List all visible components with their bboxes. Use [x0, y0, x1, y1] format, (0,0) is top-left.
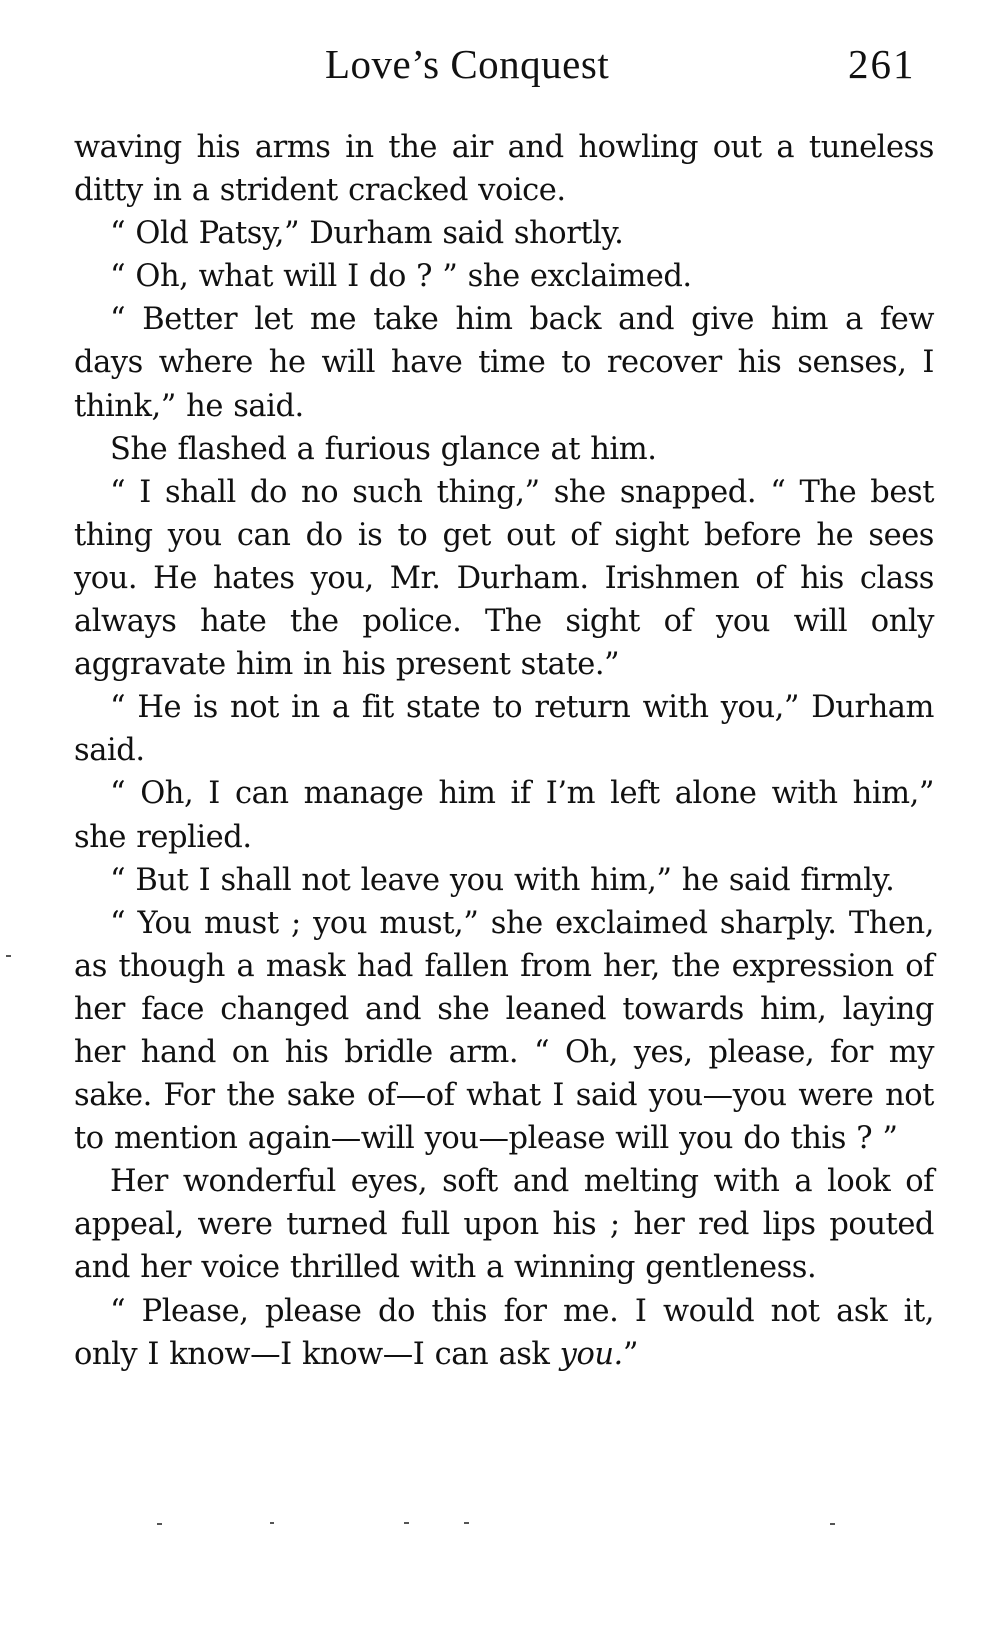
- paragraph: “ You must ; you must,” she exclaimed sharply. Then, as though a mask had fallen from her, the expression of her face changed and she leaned towards him, laying her hand on his bridle arm. “ Oh, yes, please, for my sake. For the sake of—of what I said you—you were not to mention again—will you—please will you do this ? ”: [74, 905, 934, 1157]
- paragraph: “ But I shall not leave you with him,” he said firmly.: [110, 862, 895, 898]
- print-speck: [404, 1522, 409, 1524]
- closing-quote: ”: [622, 1336, 638, 1372]
- body-text: [74, 126, 934, 1376]
- paragraph: “ He is not in a fit state to return with you,” Durham said.: [74, 690, 934, 769]
- print-speck: [270, 1522, 274, 1524]
- book-title: Love’s Conquest: [325, 41, 610, 87]
- paragraph: “ Oh, I can manage him if I’m left alone with him,” she replied.: [74, 776, 934, 855]
- final-paragraph-text: “ Please, please do this for me. I would not ask it, only I know—I know—I can ask: [74, 1293, 934, 1372]
- emphasized-word: you.: [559, 1336, 623, 1372]
- paragraph: “ I shall do no such thing,” she snapped. “ The best thing you can do is to get out of sight before he sees you. He hates you, Mr. Durham. Irishmen of his class always hate the police. The sight of you will only aggravate him in his present state.”: [74, 474, 934, 683]
- final-paragraph: [74, 1290, 934, 1376]
- paragraph: waving his arms in the air and howling out a tuneless ditty in a strident cracked voice.: [74, 130, 934, 209]
- print-speck: [157, 1523, 162, 1525]
- print-speck: [6, 955, 11, 957]
- paragraph: “ Oh, what will I do ? ” she exclaimed.: [110, 259, 692, 295]
- paragraph: She flashed a furious glance at him.: [110, 431, 657, 467]
- print-speck: [464, 1522, 469, 1524]
- paragraph: “ Better let me take him back and give him a few days where he will have time to recover his senses, I think,” he said.: [74, 302, 934, 424]
- paragraph: Her wonderful eyes, soft and melting with a look of appeal, were turned full upon his ; her red lips pouted and her voice thrilled with a winning gentleness.: [74, 1164, 934, 1286]
- paragraph: “ Old Patsy,” Durham said shortly.: [110, 216, 624, 252]
- running-head: [0, 40, 1000, 100]
- page-number: 261: [848, 41, 916, 87]
- print-speck: [830, 1523, 835, 1525]
